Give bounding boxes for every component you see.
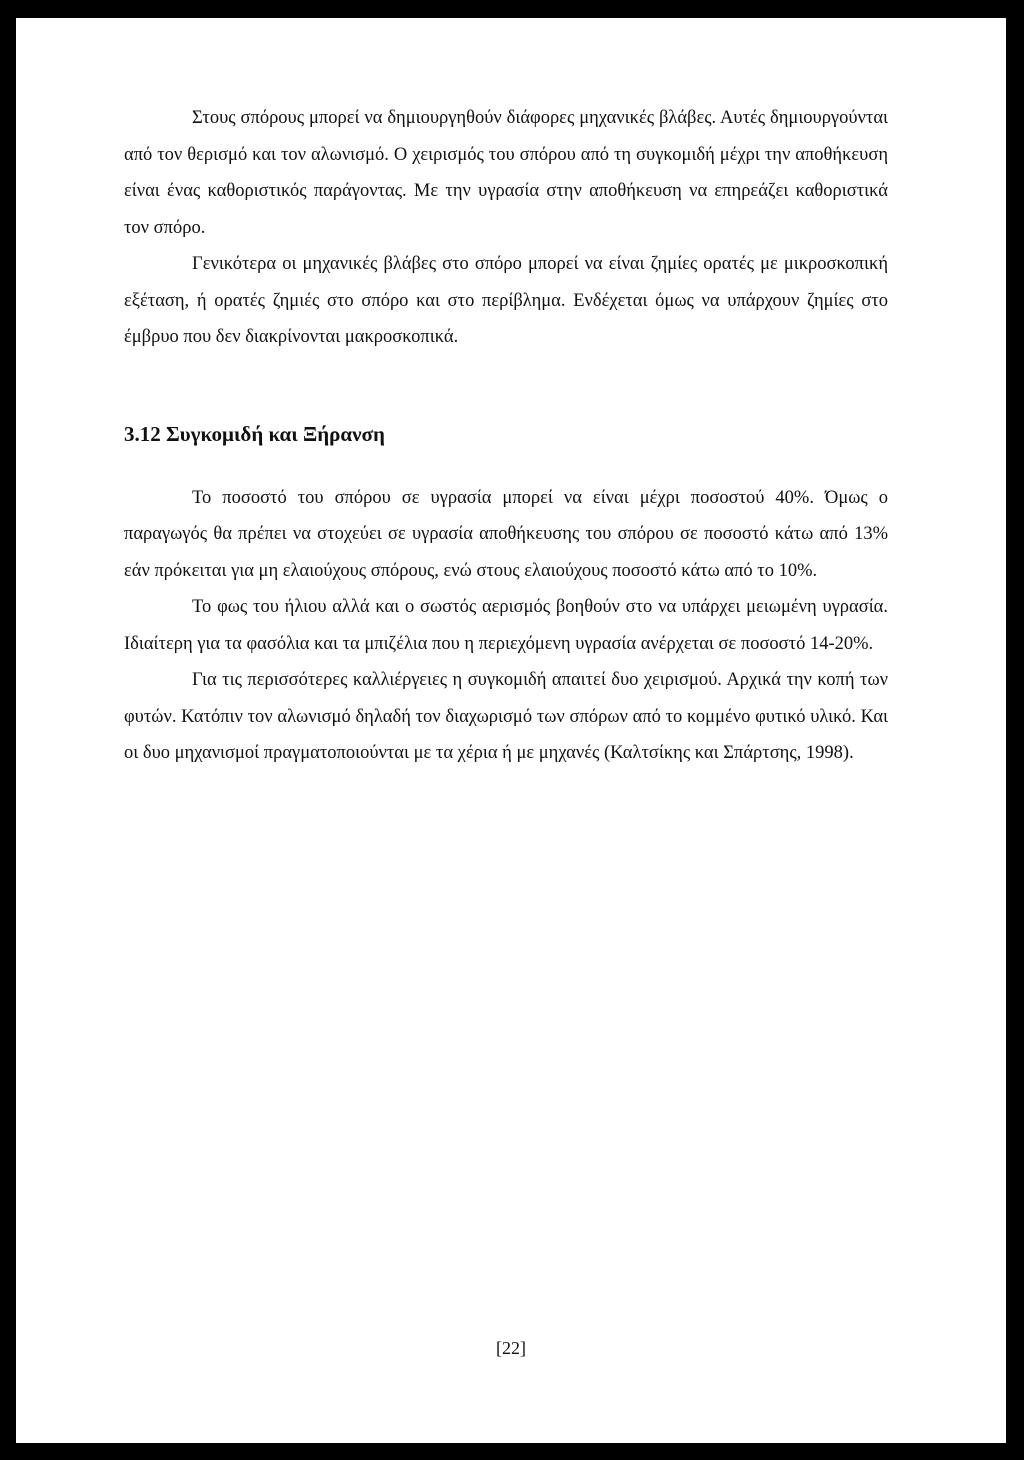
document-page <box>16 18 1006 1443</box>
page-content <box>124 100 888 772</box>
paragraph-moisture-percentage: Το ποσοστό του σπόρου σε υγρασία μπορεί να είναι μέχρι ποσοστού 40%. Όμως ο παραγωγός θα πρέπει να στοχεύει σε υγρασία αποθήκευσης του σπόρου σε ποσοστό κάτω από 13% εάν πρόκειται για μη ελαιούχους σπόρους, ενώ στους ελαιούχους ποσοστό κάτω από το 10%. <box>124 487 888 581</box>
paragraph-mechanical-damage: Στους σπόρους μπορεί να δημιουργηθούν διάφορες μηχανικές βλάβες. Αυτές δημιουργούνται από τον θερισμό και τον αλωνισμό. Ο χειρισμός του σπόρου από τη συγκομιδή μέχρι την αποθήκευση είναι ένας καθοριστικός παράγοντας. Με την υγρασία στην αποθήκευση να επηρεάζει καθοριστικά τον σπόρο. <box>124 108 888 238</box>
paragraph-sun-ventilation: Το φως του ήλιου αλλά και ο σωστός αερισμός βοηθούν στο να υπάρχει μειωμένη υγρασία. Ιδιαίτερη για τα φασόλια και τα μπιζέλια που η περιεχόμενη υγρασία ανέρχεται σε ποσοστό 14-20%. <box>124 597 888 654</box>
paragraph-damage-types: Γενικότερα οι μηχανικές βλάβες στο σπόρο μπορεί να είναι ζημίες ορατές με μικροσκοπική εξέταση, ή ορατές ζημιές στο σπόρο και στο περίβλημα. Ενδέχεται όμως να υπάρχουν ζημίες στο έμβρυο που δεν διακρίνονται μακροσκοπικά. <box>124 254 888 347</box>
page-number: [22] <box>496 1338 526 1358</box>
paragraph-harvest-operations: Για τις περισσότερες καλλιέργειες η συγκομιδή απαιτεί δυο χειρισμού. Αρχικά την κοπή των φυτών. Κατόπιν τον αλωνισμό δηλαδή τον διαχωρισμό των σπόρων από το κομμένο φυτικό υλικό. Και οι δυο μηχανισμοί πραγματοποιούνται με τα χέρια ή με μηχανές (Καλτσίκης και Σπάρτσης, 1998). <box>124 670 888 763</box>
section-heading: 3.12 Συγκομιδή και Ξήρανση <box>124 421 385 446</box>
